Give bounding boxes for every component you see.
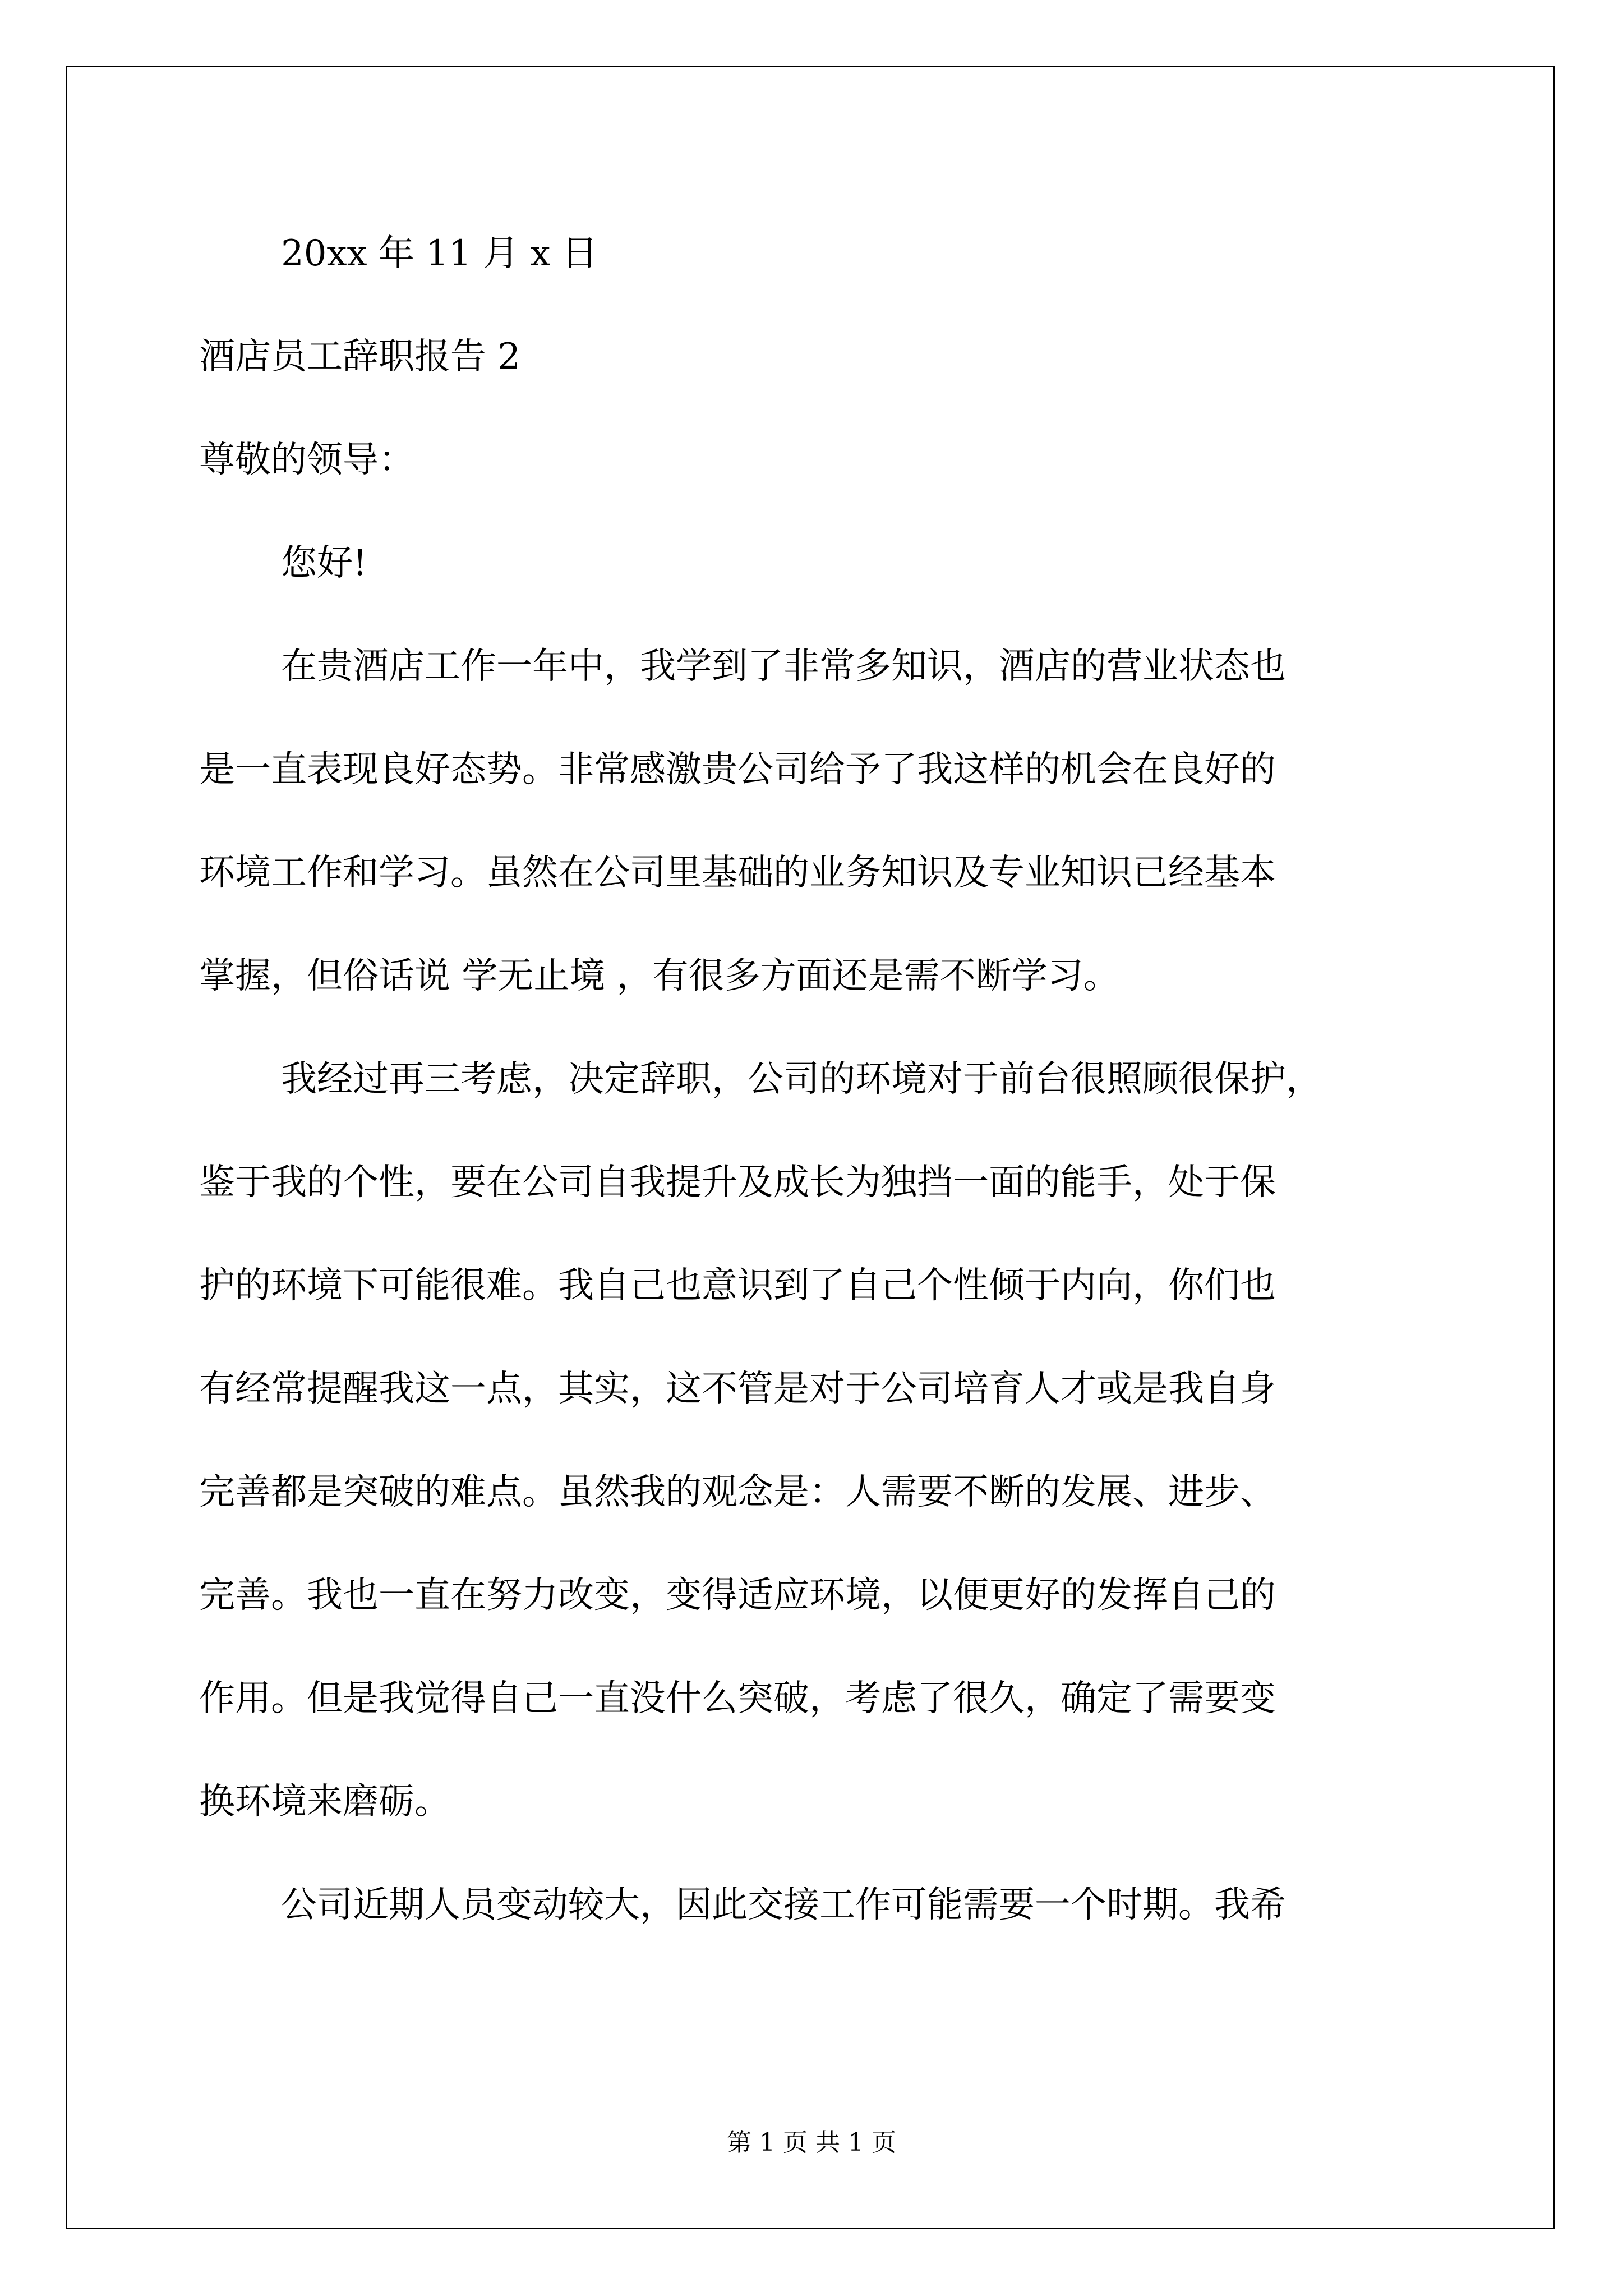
paragraph-1-line-4: 掌握，但俗话说 学无止境 ，有很多方面还是需不断学习。 — [199, 955, 1119, 997]
paragraph-2-line-3: 护的环境下可能很难。我自己也意识到了自己个性倾于内向，你们也 — [199, 1265, 1276, 1306]
document-body — [199, 202, 1427, 1957]
page-footer: 第 1 页 共 1 页 — [727, 2128, 896, 2157]
greeting: 您好! — [281, 542, 367, 584]
paragraph-2-line-5: 完善都是突破的难点。虽然我的观念是：人需要不断的发展、进步、 — [199, 1471, 1276, 1513]
paragraph-1-line-3: 环境工作和学习。虽然在公司里基础的业务知识及专业知识已经基本 — [199, 852, 1276, 894]
paragraph-2-line-6: 完善。我也一直在努力改变，变得适应环境，以便更好的发挥自己的 — [199, 1575, 1276, 1616]
salutation: 尊敬的领导： — [199, 439, 414, 481]
paragraph-2-line-4: 有经常提醒我这一点，其实，这不管是对于公司培育人才或是我自身 — [199, 1368, 1276, 1410]
paragraph-1-line-2: 是一直表现良好态势。非常感激贵公司给予了我这样的机会在良好的 — [199, 749, 1276, 790]
paragraph-3-line-1: 公司近期人员变动较大，因此交接工作可能需要一个时期。我希 — [281, 1884, 1286, 1926]
document-title: 酒店员工辞职报告 2 — [199, 336, 521, 378]
paragraph-2-line-1: 我经过再三考虑，决定辞职，公司的环境对于前台很照顾很保护， — [281, 1059, 1322, 1100]
paragraph-2-line-2: 鉴于我的个性，要在公司自我提升及成长为独挡一面的能手，处于保 — [199, 1162, 1276, 1203]
paragraph-2-line-8: 换环境来磨砺。 — [199, 1781, 450, 1823]
paragraph-1-line-1: 在贵酒店工作一年中，我学到了非常多知识，酒店的营业状态也 — [281, 646, 1286, 687]
date-line: 20xx 年 11 月 x 日 — [281, 233, 598, 274]
paragraph-2-line-7: 作用。但是我觉得自己一直没什么突破，考虑了很久，确定了需要变 — [199, 1678, 1276, 1719]
